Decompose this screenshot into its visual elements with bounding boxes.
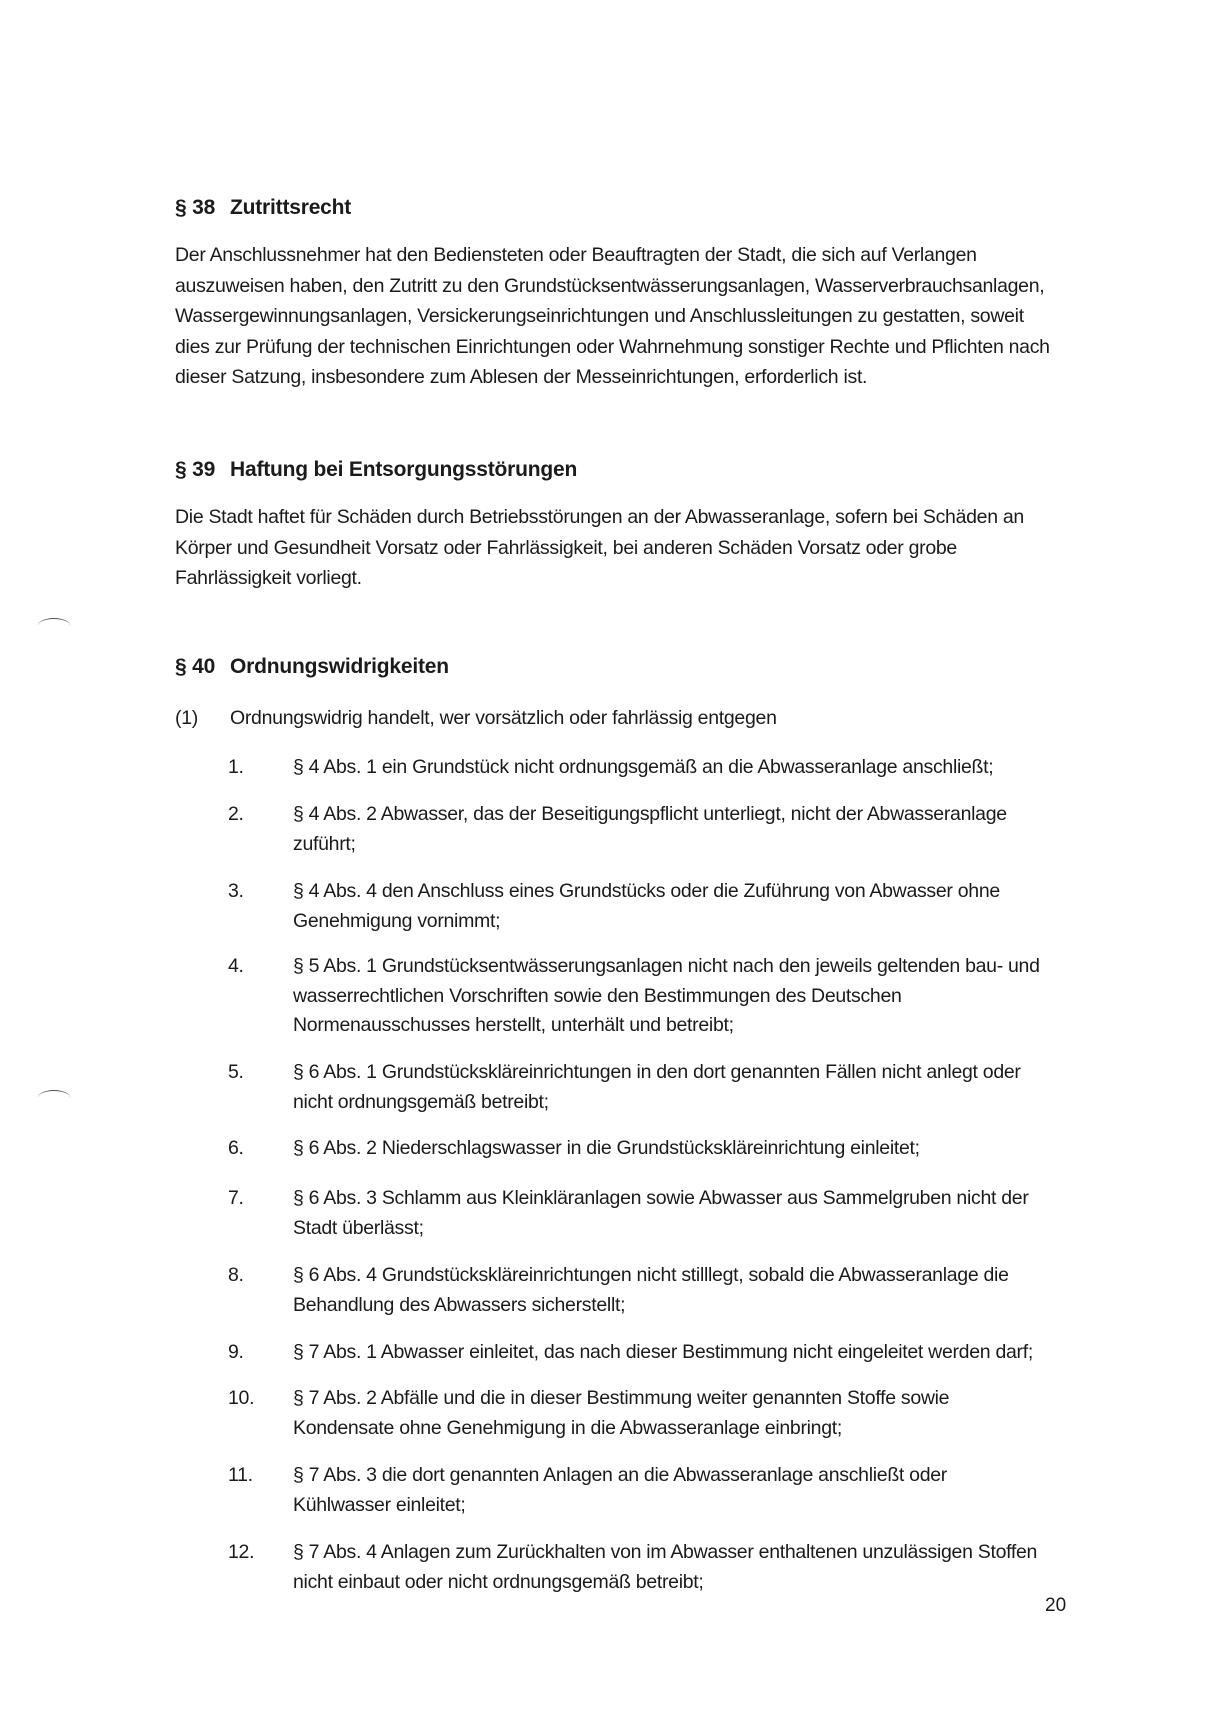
item-number: 4. (228, 955, 244, 977)
item-number: 7. (228, 1187, 244, 1209)
item-line: § 4 Abs. 1 ein Grundstück nicht ordnungsgemäß an die Abwasseranlage anschließt; (293, 756, 994, 778)
item-line: § 7 Abs. 4 Anlagen zum Zurückhalten von im Abwasser enthaltenen unzulässigen Stoffen (293, 1541, 1038, 1563)
section-heading-40 (175, 655, 449, 679)
item-line: nicht ordnungsgemäß betreibt; (293, 1090, 549, 1113)
item-number: 2. (228, 803, 244, 825)
item-line: § 7 Abs. 2 Abfälle und die in dieser Bestimmung weiter genannten Stoffe sowie (293, 1387, 950, 1409)
item-line: Stadt überlässt; (293, 1216, 424, 1239)
item-line: wasserrechtlichen Vorschriften sowie den Bestimmungen des Deutschen (293, 984, 902, 1007)
body-line: auszuweisen haben, den Zutritt zu den Grundstücksentwässerungsanlagen, Wasserverbrauchsanlagen, (175, 274, 1045, 297)
item-line: § 5 Abs. 1 Grundstücksentwässerungsanlagen nicht nach den jeweils geltenden bau- und (293, 955, 1040, 977)
section-title: Ordnungswidrigkeiten (230, 655, 449, 678)
page-number: 20 (1045, 1595, 1067, 1616)
item-line: zuführt; (293, 832, 356, 855)
body-line: dies zur Prüfung der technischen Einrichtungen oder Wahrnehmung sonstiger Rechte und Pflichten nach (175, 335, 1050, 358)
item-number: 8. (228, 1264, 244, 1286)
item-line: § 6 Abs. 4 Grundstückskläreinrichtungen nicht stilllegt, sobald die Abwasseranlage die (293, 1264, 1009, 1286)
body-line: dieser Satzung, insbesondere zum Ablesen der Messeinrichtungen, erforderlich ist. (175, 366, 868, 388)
body-line: Fahrlässigkeit vorliegt. (175, 567, 362, 589)
body-line: Körper und Gesundheit Vorsatz oder Fahrlässigkeit, bei anderen Schäden Vorsatz oder grobe (175, 536, 957, 559)
section-heading-38 (175, 196, 351, 220)
item-line: Kondensate ohne Genehmigung in die Abwasseranlage einbringt; (293, 1416, 842, 1439)
section-title: Haftung bei Entsorgungsstörungen (230, 458, 578, 481)
item-number: 6. (228, 1137, 244, 1159)
section-number: § 38 (175, 196, 216, 219)
item-number: 1. (228, 756, 244, 778)
item-number: 3. (228, 880, 244, 902)
scan-mark (38, 618, 70, 633)
section-number: § 40 (175, 655, 216, 678)
item-line: Normenausschusses herstellt, unterhält und betreibt; (293, 1014, 734, 1036)
item-line: § 4 Abs. 4 den Anschluss eines Grundstücks oder die Zuführung von Abwasser ohne (293, 880, 1000, 902)
item-line: § 6 Abs. 2 Niederschlagswasser in die Grundstückskläreinrichtung einleitet; (293, 1137, 920, 1159)
section-body-39 (175, 502, 1075, 594)
item-line: Genehmigung vornimmt; (293, 909, 501, 932)
section-number: § 39 (175, 458, 216, 481)
body-line: Die Stadt haftet für Schäden durch Betriebsstörungen an der Abwasseranlage, sofern bei Schäden an (175, 506, 1024, 528)
body-line: Wassergewinnungsanlagen, Versickerungseinrichtungen und Anschlussleitungen zu gestatten, soweit (175, 305, 1024, 327)
item-line: § 7 Abs. 1 Abwasser einleitet, das nach dieser Bestimmung nicht eingeleitet werden darf; (293, 1341, 1033, 1363)
item-line: § 7 Abs. 3 die dort genannten Anlagen an die Abwasseranlage anschließt oder (293, 1464, 947, 1486)
item-line: nicht einbaut oder nicht ordnungsgemäß betreibt; (293, 1570, 704, 1593)
scan-mark (38, 1090, 70, 1105)
item-line: § 4 Abs. 2 Abwasser, das der Beseitigungspflicht unterliegt, nicht der Abwasseranlage (293, 803, 1007, 825)
section-heading-39 (175, 458, 577, 482)
item-line: § 6 Abs. 3 Schlamm aus Kleinkläranlagen sowie Abwasser aus Sammelgruben nicht der (293, 1187, 1029, 1209)
absatz-number: (1) (175, 707, 198, 729)
item-line: Kühlwasser einleitet; (293, 1493, 466, 1516)
item-number: 12. (228, 1541, 255, 1563)
section-title: Zutrittsrecht (230, 196, 352, 219)
item-line: Behandlung des Abwassers sicherstellt; (293, 1293, 626, 1316)
body-line: Der Anschlussnehmer hat den Bediensteten oder Beauftragten der Stadt, die sich auf Verlangen (175, 244, 977, 266)
item-number: 5. (228, 1061, 244, 1083)
item-number: 10. (228, 1387, 255, 1409)
section-body-38 (175, 240, 1075, 393)
item-number: 9. (228, 1341, 244, 1363)
absatz-text: Ordnungswidrig handelt, wer vorsätzlich oder fahrlässig entgegen (230, 707, 777, 729)
item-line: § 6 Abs. 1 Grundstückskläreinrichtungen in den dort genannten Fällen nicht anlegt oder (293, 1061, 1021, 1083)
item-number: 11. (228, 1464, 253, 1486)
